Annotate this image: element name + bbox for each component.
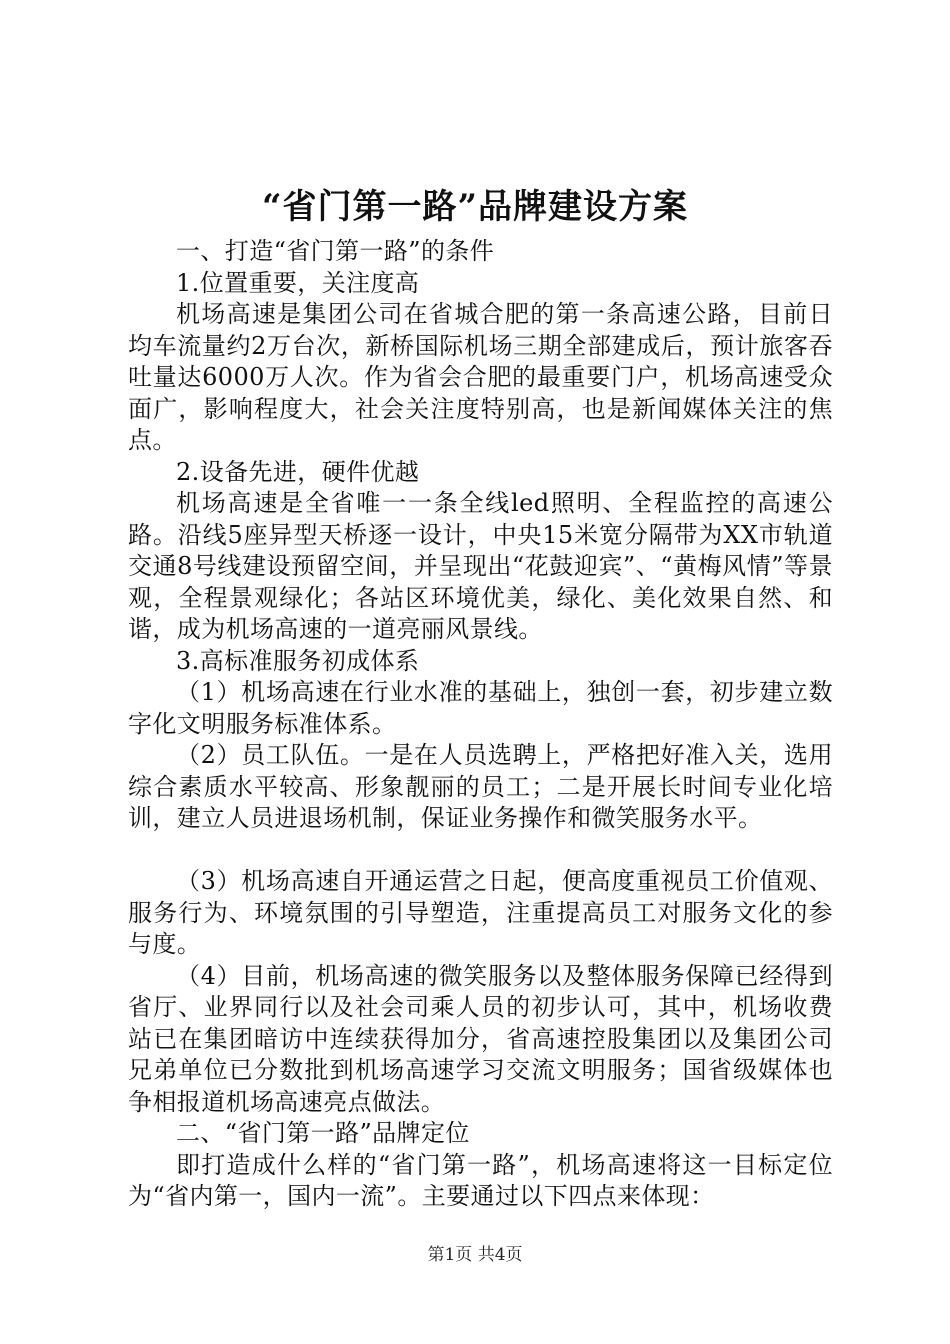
page-footer: 第1页 共4页: [427, 1245, 523, 1265]
subheading-location: 1.位置重要，关注度高: [176, 268, 420, 297]
paragraph-item-3: （3）机场高速自开通运营之日起，便高度重视员工价值观、服务行为、环境氛围的引导塑造，注重提高员工对服务文化的参与度。: [128, 867, 833, 958]
section-heading-1: 一、打造“省门第一路”的条件: [176, 237, 495, 265]
subheading-equipment: 2.设备先进，硬件优越: [176, 457, 420, 486]
section-heading-2: 二、“省门第一路”品牌定位: [176, 1119, 470, 1147]
document-title: “省门第一路”品牌建设方案: [261, 187, 689, 227]
paragraph-item-2: （2）员工队伍。一是在人员选聘上，严格把好准入关，选用综合素质水平较高、形象靓丽的员工；二是开展长时间专业化培训，建立人员进退场机制，保证业务操作和微笑服务水平。: [128, 741, 833, 832]
paragraph-positioning: 即打造成什么样的“省门第一路”，机场高速将这一目标定位为“省内第一，国内一流”。主要通过以下四点来体现：: [128, 1150, 833, 1210]
blank-line: [128, 835, 833, 867]
paragraph-item-1: （1）机场高速在行业水准的基础上，独创一套，初步建立数字化文明服务标准体系。: [128, 678, 833, 738]
paragraph-location: 机场高速是集团公司在省城合肥的第一条高速公路，目前日均车流量约2万台次，新桥国际机场三期全部建成后，预计旅客吞吐量达6000万人次。作为省会合肥的最重要门户，机场高速受众面广，影响程度大，社会关注度特别高，也是新闻媒体关注的焦点。: [128, 300, 833, 454]
paragraph-item-4: （4）目前，机场高速的微笑服务以及整体服务保障已经得到省厅、业界同行以及社会司乘人员的初步认可，其中，机场收费站已在集团暗访中连续获得加分，省高速控股集团以及集团公司兄弟单位已分数批到机场高速学习交流文明服务；国省级媒体也争相报道机场高速亮点做法。: [128, 961, 833, 1116]
document-body: [128, 236, 833, 1213]
subheading-service-system: 3.高标准服务初成体系: [176, 646, 420, 675]
paragraph-equipment: 机场高速是全省唯一一条全线led照明、全程监控的高速公路。沿线5座异型天桥逐一设计，中央15米宽分隔带为XX市轨道交通8号线建设预留空间，并呈现出“花鼓迎宾”、“黄梅风情”等景观，全程景观绿化；各站区环境优美，绿化、美化效果自然、和谐，成为机场高速的一道亮丽风景线。: [128, 489, 833, 643]
